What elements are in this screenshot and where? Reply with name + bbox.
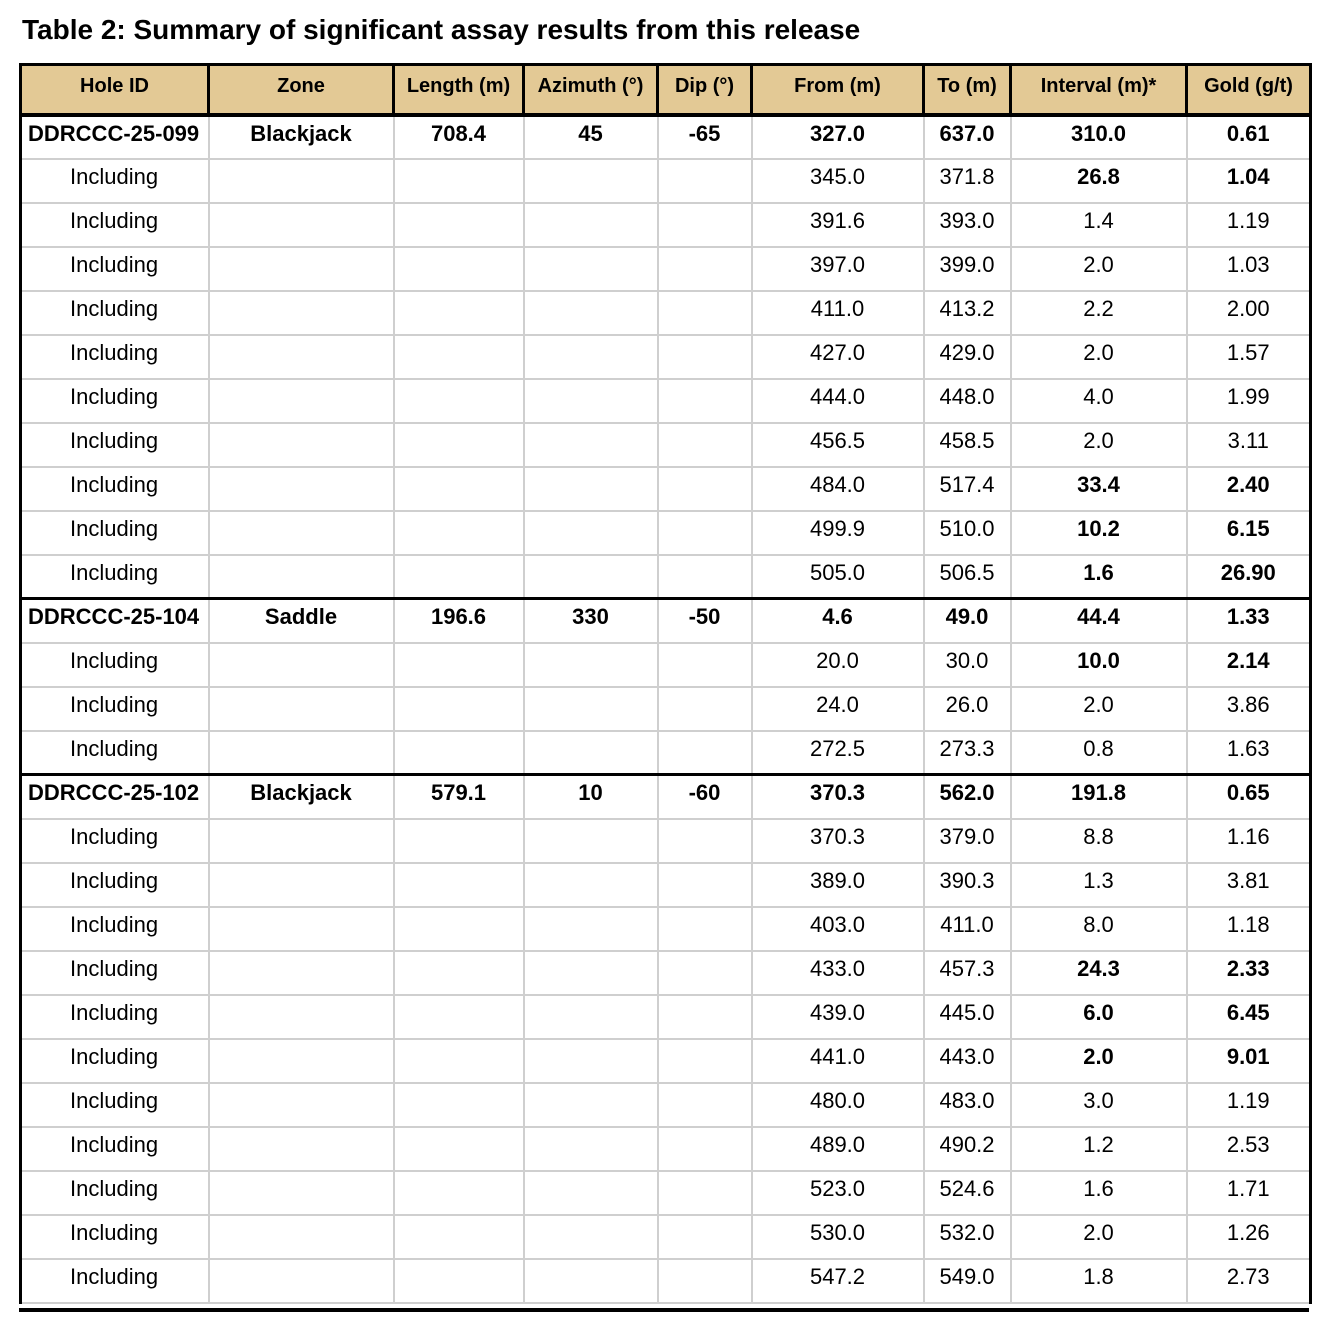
including-row	[21, 1215, 1311, 1259]
column-header-dip: Dip (°)	[658, 65, 752, 115]
length-cell	[394, 731, 524, 775]
dip-cell	[658, 423, 752, 467]
hole-summary-row	[21, 599, 1311, 643]
from-cell: 523.0	[752, 1171, 924, 1215]
azimuth-cell	[524, 687, 658, 731]
including-row	[21, 467, 1311, 511]
dip-cell	[658, 159, 752, 203]
length-cell	[394, 203, 524, 247]
length-cell	[394, 643, 524, 687]
length-cell: 708.4	[394, 115, 524, 159]
hole-id-cell: DDRCCC-25-102	[21, 775, 209, 819]
to-cell: 390.3	[924, 863, 1011, 907]
interval-cell: 1.6	[1011, 1171, 1187, 1215]
including-row	[21, 819, 1311, 863]
including-row	[21, 1171, 1311, 1215]
dip-cell	[658, 203, 752, 247]
from-cell: 547.2	[752, 1259, 924, 1303]
hole-id-cell: Including	[21, 555, 209, 599]
interval-cell: 2.0	[1011, 423, 1187, 467]
from-cell: 484.0	[752, 467, 924, 511]
gold-cell: 2.73	[1187, 1259, 1311, 1303]
including-row	[21, 1127, 1311, 1171]
hole-id-cell: Including	[21, 467, 209, 511]
including-row	[21, 379, 1311, 423]
azimuth-cell	[524, 819, 658, 863]
length-cell	[394, 423, 524, 467]
from-cell: 391.6	[752, 203, 924, 247]
gold-cell: 3.11	[1187, 423, 1311, 467]
including-row	[21, 1039, 1311, 1083]
dip-cell	[658, 467, 752, 511]
to-cell: 532.0	[924, 1215, 1011, 1259]
gold-cell: 0.65	[1187, 775, 1311, 819]
to-cell: 371.8	[924, 159, 1011, 203]
gold-cell: 3.81	[1187, 863, 1311, 907]
azimuth-cell	[524, 335, 658, 379]
to-cell: 26.0	[924, 687, 1011, 731]
length-cell	[394, 1215, 524, 1259]
zone-cell	[209, 247, 394, 291]
to-cell: 399.0	[924, 247, 1011, 291]
to-cell: 273.3	[924, 731, 1011, 775]
dip-cell	[658, 907, 752, 951]
interval-cell: 1.8	[1011, 1259, 1187, 1303]
to-cell: 457.3	[924, 951, 1011, 995]
interval-cell: 6.0	[1011, 995, 1187, 1039]
zone-cell	[209, 555, 394, 599]
hole-id-cell: Including	[21, 1083, 209, 1127]
zone-cell: Blackjack	[209, 775, 394, 819]
interval-cell: 26.8	[1011, 159, 1187, 203]
azimuth-cell	[524, 1083, 658, 1127]
to-cell: 443.0	[924, 1039, 1011, 1083]
interval-cell: 310.0	[1011, 115, 1187, 159]
column-header-zone: Zone	[209, 65, 394, 115]
from-cell: 439.0	[752, 995, 924, 1039]
azimuth-cell	[524, 863, 658, 907]
dip-cell	[658, 863, 752, 907]
interval-cell: 1.4	[1011, 203, 1187, 247]
from-cell: 411.0	[752, 291, 924, 335]
including-row	[21, 951, 1311, 995]
hole-id-cell: Including	[21, 819, 209, 863]
gold-cell: 0.61	[1187, 115, 1311, 159]
azimuth-cell	[524, 1259, 658, 1303]
length-cell	[394, 907, 524, 951]
from-cell: 456.5	[752, 423, 924, 467]
dip-cell	[658, 1215, 752, 1259]
length-cell	[394, 511, 524, 555]
interval-cell: 191.8	[1011, 775, 1187, 819]
hole-id-cell: Including	[21, 731, 209, 775]
hole-id-cell: Including	[21, 951, 209, 995]
including-row	[21, 1083, 1311, 1127]
to-cell: 562.0	[924, 775, 1011, 819]
from-cell: 370.3	[752, 819, 924, 863]
gold-cell: 6.45	[1187, 995, 1311, 1039]
zone-cell	[209, 1083, 394, 1127]
including-row	[21, 423, 1311, 467]
table-body	[21, 115, 1311, 1303]
zone-cell	[209, 1127, 394, 1171]
dip-cell	[658, 555, 752, 599]
zone-cell	[209, 467, 394, 511]
interval-cell: 1.6	[1011, 555, 1187, 599]
to-cell: 429.0	[924, 335, 1011, 379]
hole-id-cell: Including	[21, 1039, 209, 1083]
interval-cell: 2.0	[1011, 1039, 1187, 1083]
azimuth-cell	[524, 1127, 658, 1171]
to-cell: 413.2	[924, 291, 1011, 335]
length-cell	[394, 1171, 524, 1215]
hole-id-cell: Including	[21, 1171, 209, 1215]
from-cell: 4.6	[752, 599, 924, 643]
from-cell: 530.0	[752, 1215, 924, 1259]
gold-cell: 2.00	[1187, 291, 1311, 335]
gold-cell: 1.63	[1187, 731, 1311, 775]
hole-id-cell: Including	[21, 1259, 209, 1303]
gold-cell: 2.53	[1187, 1127, 1311, 1171]
including-row	[21, 555, 1311, 599]
gold-cell: 1.04	[1187, 159, 1311, 203]
including-row	[21, 291, 1311, 335]
zone-cell: Blackjack	[209, 115, 394, 159]
gold-cell: 1.33	[1187, 599, 1311, 643]
dip-cell	[658, 819, 752, 863]
zone-cell	[209, 863, 394, 907]
dip-cell	[658, 731, 752, 775]
column-header-hole-id: Hole ID	[21, 65, 209, 115]
hole-id-cell: Including	[21, 1127, 209, 1171]
to-cell: 393.0	[924, 203, 1011, 247]
interval-cell: 4.0	[1011, 379, 1187, 423]
hole-summary-row	[21, 115, 1311, 159]
azimuth-cell	[524, 1039, 658, 1083]
azimuth-cell: 10	[524, 775, 658, 819]
dip-cell: -50	[658, 599, 752, 643]
gold-cell: 1.71	[1187, 1171, 1311, 1215]
from-cell: 370.3	[752, 775, 924, 819]
gold-cell: 3.86	[1187, 687, 1311, 731]
azimuth-cell: 45	[524, 115, 658, 159]
to-cell: 30.0	[924, 643, 1011, 687]
length-cell	[394, 291, 524, 335]
zone-cell	[209, 291, 394, 335]
gold-cell: 26.90	[1187, 555, 1311, 599]
zone-cell	[209, 643, 394, 687]
gold-cell: 1.26	[1187, 1215, 1311, 1259]
to-cell: 458.5	[924, 423, 1011, 467]
dip-cell	[658, 1259, 752, 1303]
length-cell	[394, 995, 524, 1039]
to-cell: 411.0	[924, 907, 1011, 951]
hole-id-cell: Including	[21, 247, 209, 291]
azimuth-cell	[524, 995, 658, 1039]
from-cell: 433.0	[752, 951, 924, 995]
length-cell	[394, 1259, 524, 1303]
zone-cell	[209, 995, 394, 1039]
hole-id-cell: Including	[21, 335, 209, 379]
dip-cell	[658, 1083, 752, 1127]
hole-id-cell: Including	[21, 379, 209, 423]
gold-cell: 6.15	[1187, 511, 1311, 555]
to-cell: 549.0	[924, 1259, 1011, 1303]
dip-cell	[658, 1127, 752, 1171]
azimuth-cell	[524, 951, 658, 995]
interval-cell: 8.8	[1011, 819, 1187, 863]
azimuth-cell	[524, 555, 658, 599]
azimuth-cell	[524, 467, 658, 511]
column-header-gold: Gold (g/t)	[1187, 65, 1311, 115]
zone-cell	[209, 379, 394, 423]
from-cell: 272.5	[752, 731, 924, 775]
interval-cell: 1.2	[1011, 1127, 1187, 1171]
dip-cell	[658, 247, 752, 291]
azimuth-cell	[524, 1215, 658, 1259]
from-cell: 24.0	[752, 687, 924, 731]
zone-cell	[209, 1039, 394, 1083]
dip-cell	[658, 1171, 752, 1215]
azimuth-cell	[524, 643, 658, 687]
interval-cell: 2.2	[1011, 291, 1187, 335]
zone-cell	[209, 203, 394, 247]
dip-cell: -65	[658, 115, 752, 159]
zone-cell	[209, 1215, 394, 1259]
to-cell: 506.5	[924, 555, 1011, 599]
dip-cell	[658, 995, 752, 1039]
zone-cell	[209, 335, 394, 379]
gold-cell: 1.19	[1187, 1083, 1311, 1127]
zone-cell	[209, 819, 394, 863]
zone-cell	[209, 511, 394, 555]
hole-id-cell: Including	[21, 511, 209, 555]
from-cell: 441.0	[752, 1039, 924, 1083]
including-row	[21, 687, 1311, 731]
hole-summary-row	[21, 775, 1311, 819]
to-cell: 379.0	[924, 819, 1011, 863]
length-cell	[394, 819, 524, 863]
azimuth-cell	[524, 203, 658, 247]
length-cell: 579.1	[394, 775, 524, 819]
azimuth-cell	[524, 423, 658, 467]
length-cell	[394, 863, 524, 907]
from-cell: 427.0	[752, 335, 924, 379]
length-cell	[394, 1039, 524, 1083]
gold-cell: 2.14	[1187, 643, 1311, 687]
from-cell: 345.0	[752, 159, 924, 203]
to-cell: 445.0	[924, 995, 1011, 1039]
interval-cell: 2.0	[1011, 1215, 1187, 1259]
including-row	[21, 643, 1311, 687]
gold-cell: 2.33	[1187, 951, 1311, 995]
hole-id-cell: Including	[21, 203, 209, 247]
zone-cell	[209, 1171, 394, 1215]
from-cell: 505.0	[752, 555, 924, 599]
azimuth-cell	[524, 159, 658, 203]
length-cell	[394, 555, 524, 599]
dip-cell	[658, 1039, 752, 1083]
gold-cell: 1.99	[1187, 379, 1311, 423]
interval-cell: 10.2	[1011, 511, 1187, 555]
from-cell: 20.0	[752, 643, 924, 687]
azimuth-cell	[524, 731, 658, 775]
including-row	[21, 511, 1311, 555]
interval-cell: 1.3	[1011, 863, 1187, 907]
azimuth-cell	[524, 291, 658, 335]
from-cell: 327.0	[752, 115, 924, 159]
interval-cell: 3.0	[1011, 1083, 1187, 1127]
azimuth-cell	[524, 511, 658, 555]
length-cell	[394, 379, 524, 423]
dip-cell	[658, 379, 752, 423]
from-cell: 403.0	[752, 907, 924, 951]
hole-id-cell: Including	[21, 291, 209, 335]
zone-cell	[209, 159, 394, 203]
length-cell	[394, 159, 524, 203]
interval-cell: 8.0	[1011, 907, 1187, 951]
including-row	[21, 247, 1311, 291]
column-header-length: Length (m)	[394, 65, 524, 115]
dip-cell	[658, 951, 752, 995]
interval-cell: 24.3	[1011, 951, 1187, 995]
including-row	[21, 1259, 1311, 1303]
hole-id-cell: Including	[21, 995, 209, 1039]
gold-cell: 1.19	[1187, 203, 1311, 247]
from-cell: 499.9	[752, 511, 924, 555]
to-cell: 637.0	[924, 115, 1011, 159]
azimuth-cell	[524, 379, 658, 423]
to-cell: 510.0	[924, 511, 1011, 555]
interval-cell: 2.0	[1011, 335, 1187, 379]
table-header-row	[21, 65, 1311, 115]
interval-cell: 0.8	[1011, 731, 1187, 775]
including-row	[21, 907, 1311, 951]
length-cell	[394, 247, 524, 291]
zone-cell	[209, 731, 394, 775]
assay-results-table	[19, 63, 1312, 1304]
including-row	[21, 863, 1311, 907]
length-cell	[394, 467, 524, 511]
gold-cell: 9.01	[1187, 1039, 1311, 1083]
length-cell	[394, 1083, 524, 1127]
from-cell: 397.0	[752, 247, 924, 291]
interval-cell: 2.0	[1011, 687, 1187, 731]
interval-cell: 10.0	[1011, 643, 1187, 687]
gold-cell: 1.16	[1187, 819, 1311, 863]
zone-cell	[209, 687, 394, 731]
azimuth-cell: 330	[524, 599, 658, 643]
hole-id-cell: Including	[21, 687, 209, 731]
hole-id-cell: Including	[21, 1215, 209, 1259]
from-cell: 444.0	[752, 379, 924, 423]
to-cell: 49.0	[924, 599, 1011, 643]
gold-cell: 1.18	[1187, 907, 1311, 951]
interval-cell: 33.4	[1011, 467, 1187, 511]
length-cell	[394, 687, 524, 731]
dip-cell	[658, 291, 752, 335]
zone-cell	[209, 951, 394, 995]
length-cell	[394, 1127, 524, 1171]
column-header-azimuth: Azimuth (°)	[524, 65, 658, 115]
hole-id-cell: Including	[21, 159, 209, 203]
hole-id-cell: Including	[21, 423, 209, 467]
zone-cell	[209, 1259, 394, 1303]
hole-id-cell: Including	[21, 907, 209, 951]
including-row	[21, 159, 1311, 203]
page-title: Table 2: Summary of significant assay results from this release	[22, 14, 861, 45]
zone-cell	[209, 907, 394, 951]
gold-cell: 1.57	[1187, 335, 1311, 379]
interval-cell: 2.0	[1011, 247, 1187, 291]
azimuth-cell	[524, 1171, 658, 1215]
length-cell	[394, 951, 524, 995]
interval-cell: 44.4	[1011, 599, 1187, 643]
including-row	[21, 203, 1311, 247]
gold-cell: 1.03	[1187, 247, 1311, 291]
to-cell: 483.0	[924, 1083, 1011, 1127]
zone-cell: Saddle	[209, 599, 394, 643]
including-row	[21, 335, 1311, 379]
to-cell: 448.0	[924, 379, 1011, 423]
to-cell: 524.6	[924, 1171, 1011, 1215]
including-row	[21, 731, 1311, 775]
from-cell: 489.0	[752, 1127, 924, 1171]
zone-cell	[209, 423, 394, 467]
azimuth-cell	[524, 247, 658, 291]
including-row	[21, 995, 1311, 1039]
column-header-interval: Interval (m)*	[1011, 65, 1187, 115]
dip-cell: -60	[658, 775, 752, 819]
column-header-from: From (m)	[752, 65, 924, 115]
dip-cell	[658, 335, 752, 379]
table-bottom-rule	[19, 1308, 1309, 1312]
hole-id-cell: Including	[21, 643, 209, 687]
length-cell: 196.6	[394, 599, 524, 643]
to-cell: 490.2	[924, 1127, 1011, 1171]
hole-id-cell: Including	[21, 863, 209, 907]
dip-cell	[658, 643, 752, 687]
to-cell: 517.4	[924, 467, 1011, 511]
length-cell	[394, 335, 524, 379]
azimuth-cell	[524, 907, 658, 951]
dip-cell	[658, 687, 752, 731]
dip-cell	[658, 511, 752, 555]
column-header-to: To (m)	[924, 65, 1011, 115]
gold-cell: 2.40	[1187, 467, 1311, 511]
from-cell: 389.0	[752, 863, 924, 907]
hole-id-cell: DDRCCC-25-104	[21, 599, 209, 643]
hole-id-cell: DDRCCC-25-099	[21, 115, 209, 159]
from-cell: 480.0	[752, 1083, 924, 1127]
